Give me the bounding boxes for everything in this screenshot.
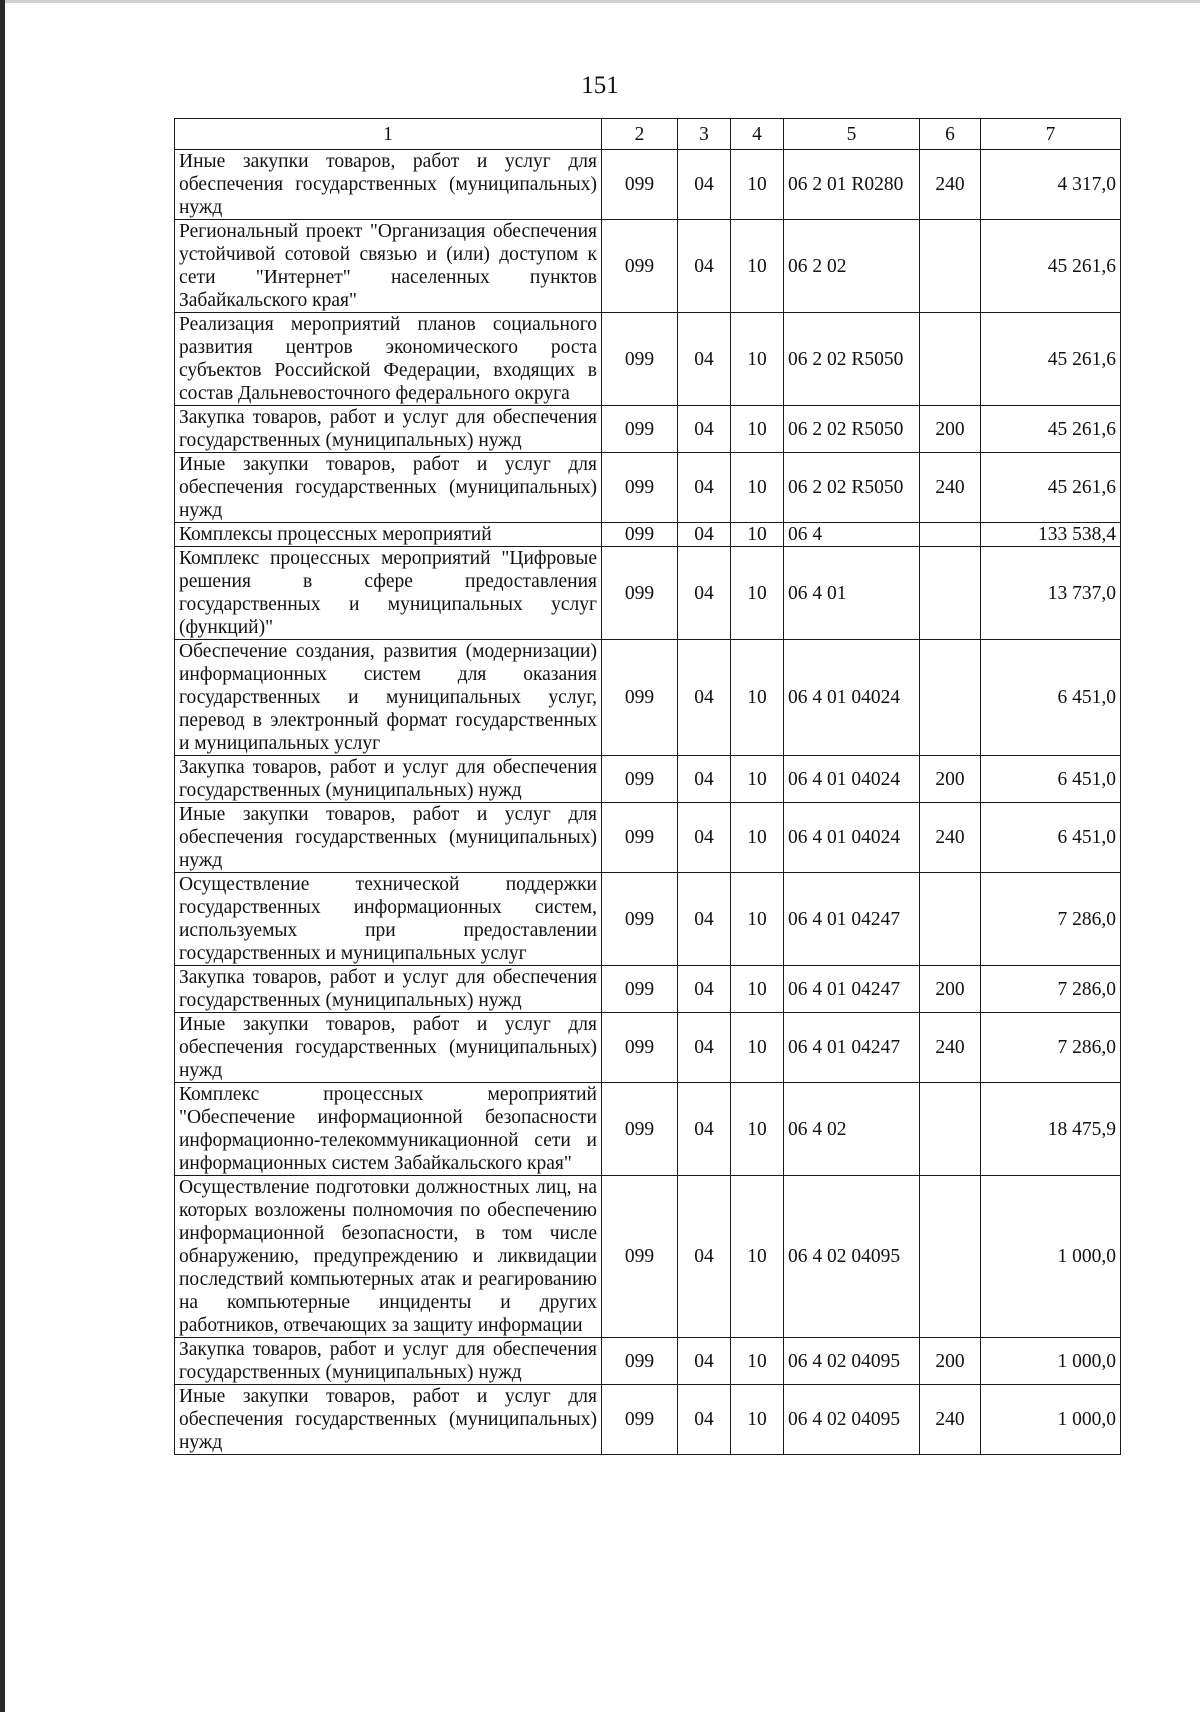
- expense-type-cell: 240: [920, 150, 981, 220]
- section-code-cell: 04: [678, 220, 731, 313]
- section-code-cell: 04: [678, 966, 731, 1013]
- target-article-cell: 06 2 02: [784, 220, 920, 313]
- row-name-cell: Иные закупки товаров, работ и услуг для обеспечения государственных (муниципальных) нужд: [175, 1013, 602, 1083]
- row-name-cell: Комплекс процессных мероприятий "Обеспечение информационной безопасности информационно-телекоммуникационной сети и информационных систем Забайкальского края": [175, 1083, 602, 1176]
- expense-type-cell: [920, 1083, 981, 1176]
- ministry-code-cell: 099: [602, 1385, 678, 1455]
- subsection-code-cell: 10: [731, 547, 784, 640]
- section-code-cell: 04: [678, 1083, 731, 1176]
- expense-type-cell: [920, 313, 981, 406]
- row-name-cell: Иные закупки товаров, работ и услуг для обеспечения государственных (муниципальных) нужд: [175, 453, 602, 523]
- row-name-cell: Иные закупки товаров, работ и услуг для обеспечения государственных (муниципальных) нужд: [175, 1385, 602, 1455]
- ministry-code-cell: 099: [602, 406, 678, 453]
- section-code-cell: 04: [678, 406, 731, 453]
- amount-cell: 6 451,0: [981, 640, 1121, 756]
- target-article-cell: 06 4 02 04095: [784, 1176, 920, 1338]
- table-row: [175, 220, 1121, 313]
- ministry-code-cell: 099: [602, 150, 678, 220]
- row-name-cell: Осуществление подготовки должностных лиц, на которых возложены полномочия по обеспечению информационной безопасности, в том числе обнаружению, предупреждению и ликвидации последствий компьютерных атак и реагированию на компьютерные инциденты и других работников, отвечающих за защиту информации: [175, 1176, 602, 1338]
- expense-type-cell: 240: [920, 453, 981, 523]
- table-row: [175, 406, 1121, 453]
- column-header: 1: [175, 119, 602, 150]
- ministry-code-cell: 099: [602, 803, 678, 873]
- row-name-cell: Закупка товаров, работ и услуг для обеспечения государственных (муниципальных) нужд: [175, 1338, 602, 1385]
- amount-cell: 45 261,6: [981, 313, 1121, 406]
- section-code-cell: 04: [678, 1176, 731, 1338]
- row-name-cell: Осуществление технической поддержки государственных информационных систем, используемых при предоставлении государственных и муниципальных услуг: [175, 873, 602, 966]
- subsection-code-cell: 10: [731, 1385, 784, 1455]
- ministry-code-cell: 099: [602, 1176, 678, 1338]
- ministry-code-cell: 099: [602, 1083, 678, 1176]
- subsection-code-cell: 10: [731, 803, 784, 873]
- target-article-cell: 06 4 01 04247: [784, 1013, 920, 1083]
- amount-cell: 45 261,6: [981, 406, 1121, 453]
- section-code-cell: 04: [678, 1385, 731, 1455]
- table-row: [175, 803, 1121, 873]
- row-name-cell: Иные закупки товаров, работ и услуг для обеспечения государственных (муниципальных) нужд: [175, 150, 602, 220]
- expense-type-cell: 200: [920, 966, 981, 1013]
- subsection-code-cell: 10: [731, 640, 784, 756]
- scan-edge-top: [0, 0, 1200, 3]
- amount-cell: 1 000,0: [981, 1176, 1121, 1338]
- target-article-cell: 06 4 02: [784, 1083, 920, 1176]
- target-article-cell: 06 4 02 04095: [784, 1338, 920, 1385]
- row-name-cell: Комплекс процессных мероприятий "Цифровые решения в сфере предоставления государственных и муниципальных услуг (функций)": [175, 547, 602, 640]
- ministry-code-cell: 099: [602, 220, 678, 313]
- table-row: [175, 453, 1121, 523]
- column-header: 4: [731, 119, 784, 150]
- target-article-cell: 06 2 02 R5050: [784, 313, 920, 406]
- amount-cell: 4 317,0: [981, 150, 1121, 220]
- section-code-cell: 04: [678, 313, 731, 406]
- table-row: [175, 313, 1121, 406]
- amount-cell: 1 000,0: [981, 1385, 1121, 1455]
- table-row: [175, 1083, 1121, 1176]
- row-name-cell: Региональный проект "Организация обеспечения устойчивой сотовой связью и (или) доступом к сети "Интернет" населенных пунктов Забайкальского края": [175, 220, 602, 313]
- subsection-code-cell: 10: [731, 313, 784, 406]
- column-header: 6: [920, 119, 981, 150]
- section-code-cell: 04: [678, 640, 731, 756]
- section-code-cell: 04: [678, 150, 731, 220]
- subsection-code-cell: 10: [731, 873, 784, 966]
- row-name-cell: Иные закупки товаров, работ и услуг для обеспечения государственных (муниципальных) нужд: [175, 803, 602, 873]
- ministry-code-cell: 099: [602, 523, 678, 547]
- table-row: [175, 523, 1121, 547]
- amount-cell: 45 261,6: [981, 220, 1121, 313]
- table-row: [175, 1338, 1121, 1385]
- page-number: 151: [581, 72, 619, 99]
- ministry-code-cell: 099: [602, 1013, 678, 1083]
- amount-cell: 133 538,4: [981, 523, 1121, 547]
- subsection-code-cell: 10: [731, 1083, 784, 1176]
- target-article-cell: 06 4 01 04024: [784, 640, 920, 756]
- table-row: [175, 640, 1121, 756]
- subsection-code-cell: 10: [731, 453, 784, 523]
- amount-cell: 13 737,0: [981, 547, 1121, 640]
- target-article-cell: 06 4: [784, 523, 920, 547]
- subsection-code-cell: 10: [731, 1013, 784, 1083]
- target-article-cell: 06 4 01 04247: [784, 873, 920, 966]
- expense-type-cell: 200: [920, 1338, 981, 1385]
- subsection-code-cell: 10: [731, 1176, 784, 1338]
- target-article-cell: 06 2 01 R0280: [784, 150, 920, 220]
- expense-type-cell: 200: [920, 756, 981, 803]
- row-name-cell: Комплексы процессных мероприятий: [175, 523, 602, 547]
- subsection-code-cell: 10: [731, 1338, 784, 1385]
- amount-cell: 6 451,0: [981, 756, 1121, 803]
- subsection-code-cell: 10: [731, 406, 784, 453]
- table-row: [175, 966, 1121, 1013]
- expense-type-cell: [920, 873, 981, 966]
- subsection-code-cell: 10: [731, 523, 784, 547]
- target-article-cell: 06 2 02 R5050: [784, 453, 920, 523]
- target-article-cell: 06 4 01: [784, 547, 920, 640]
- subsection-code-cell: 10: [731, 966, 784, 1013]
- amount-cell: 7 286,0: [981, 873, 1121, 966]
- expense-type-cell: 240: [920, 1385, 981, 1455]
- amount-cell: 7 286,0: [981, 1013, 1121, 1083]
- column-header: 2: [602, 119, 678, 150]
- section-code-cell: 04: [678, 1013, 731, 1083]
- section-code-cell: 04: [678, 1338, 731, 1385]
- row-name-cell: Обеспечение создания, развития (модернизации) информационных систем для оказания государственных и муниципальных услуг, перевод в электронный формат государственных и муниципальных услуг: [175, 640, 602, 756]
- ministry-code-cell: 099: [602, 547, 678, 640]
- ministry-code-cell: 099: [602, 873, 678, 966]
- column-header: 7: [981, 119, 1121, 150]
- expense-type-cell: [920, 640, 981, 756]
- section-code-cell: 04: [678, 547, 731, 640]
- ministry-code-cell: 099: [602, 640, 678, 756]
- expense-type-cell: 200: [920, 406, 981, 453]
- subsection-code-cell: 10: [731, 220, 784, 313]
- column-header: 5: [784, 119, 920, 150]
- section-code-cell: 04: [678, 873, 731, 966]
- ministry-code-cell: 099: [602, 756, 678, 803]
- table-row: [175, 1013, 1121, 1083]
- target-article-cell: 06 4 01 04247: [784, 966, 920, 1013]
- expense-type-cell: 240: [920, 803, 981, 873]
- amount-cell: 1 000,0: [981, 1338, 1121, 1385]
- budget-table: [174, 118, 1121, 1455]
- table-row: [175, 547, 1121, 640]
- table-row: [175, 150, 1121, 220]
- ministry-code-cell: 099: [602, 966, 678, 1013]
- column-header: 3: [678, 119, 731, 150]
- amount-cell: 7 286,0: [981, 966, 1121, 1013]
- amount-cell: 45 261,6: [981, 453, 1121, 523]
- row-name-cell: Закупка товаров, работ и услуг для обеспечения государственных (муниципальных) нужд: [175, 966, 602, 1013]
- table-header-row: [175, 119, 1121, 150]
- target-article-cell: 06 4 01 04024: [784, 803, 920, 873]
- table-row: [175, 1385, 1121, 1455]
- expense-type-cell: 240: [920, 1013, 981, 1083]
- amount-cell: 6 451,0: [981, 803, 1121, 873]
- table-body: [175, 150, 1121, 1455]
- target-article-cell: 06 4 01 04024: [784, 756, 920, 803]
- scan-edge-left: [0, 0, 5, 1712]
- target-article-cell: 06 4 02 04095: [784, 1385, 920, 1455]
- ministry-code-cell: 099: [602, 453, 678, 523]
- ministry-code-cell: 099: [602, 313, 678, 406]
- row-name-cell: Закупка товаров, работ и услуг для обеспечения государственных (муниципальных) нужд: [175, 406, 602, 453]
- expense-type-cell: [920, 523, 981, 547]
- table-row: [175, 1176, 1121, 1338]
- section-code-cell: 04: [678, 523, 731, 547]
- section-code-cell: 04: [678, 453, 731, 523]
- expense-type-cell: [920, 547, 981, 640]
- expense-type-cell: [920, 220, 981, 313]
- subsection-code-cell: 10: [731, 150, 784, 220]
- subsection-code-cell: 10: [731, 756, 784, 803]
- amount-cell: 18 475,9: [981, 1083, 1121, 1176]
- table-row: [175, 756, 1121, 803]
- ministry-code-cell: 099: [602, 1338, 678, 1385]
- section-code-cell: 04: [678, 803, 731, 873]
- row-name-cell: Реализация мероприятий планов социального развития центров экономического роста субъектов Российской Федерации, входящих в состав Дальневосточного федерального округа: [175, 313, 602, 406]
- section-code-cell: 04: [678, 756, 731, 803]
- table-row: [175, 873, 1121, 966]
- row-name-cell: Закупка товаров, работ и услуг для обеспечения государственных (муниципальных) нужд: [175, 756, 602, 803]
- expense-type-cell: [920, 1176, 981, 1338]
- target-article-cell: 06 2 02 R5050: [784, 406, 920, 453]
